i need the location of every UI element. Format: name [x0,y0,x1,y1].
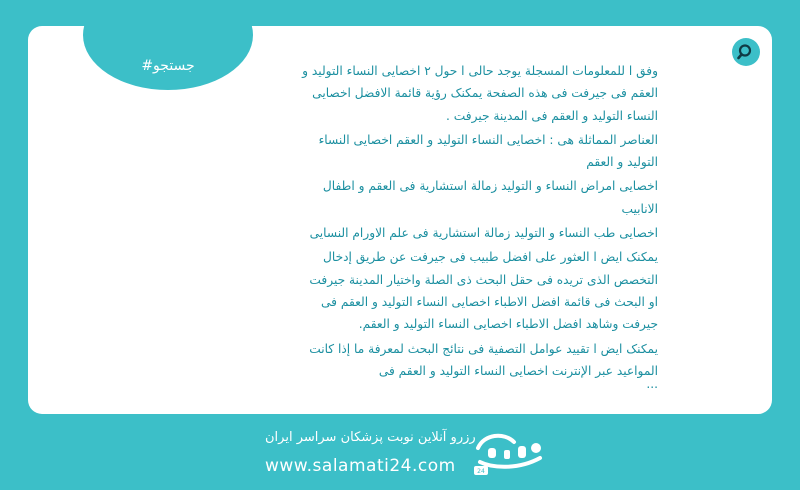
paragraph-find: یمکنک ایض ا العثور علی افضل طبیب فی جیرفت عن طریق إدخال التخصص الذی تریده فی حقل البحث ذی الصلة واختیار المدینة جیرفت او البحث فی قائمة افضل الاطباء اخصایی النساء التولید و العقم فی جیرفت وشاهد افضل الاطباء اخصایی النساء التولید و العقم. [309,250,658,332]
content-card [28,26,772,414]
paragraph-similar: العناصر المماثلة هی : اخصایی النساء التولید و العقم اخصایی النساء التولید و العقم [318,132,658,170]
footer-url[interactable]: www.salamati24.com [265,456,456,476]
paragraph-intro: وفق ا للمعلومات المسجلة يوجد حالی ا حول ۲ اخصایی النساء التولید و العقم فی جیرفت فی هذه الصفحة یمکنک رؤیة قائمة الافضل اخصایی النساء التولید و العقم فی المدینة جیرفت . [302,64,658,123]
search-tab-label: #جستجو [141,58,195,74]
ellipsis: ... [646,377,658,392]
footer-tagline: رزرو آنلاین نوبت پزشکان سراسر ایران [265,430,476,445]
salamati-logo [470,428,560,478]
svg-text:24: 24 [477,468,485,475]
paragraph-item-2: اخصایی طب النساء و التولید زمالة استشاریة فی علم الاورام النسایی [309,226,658,241]
paragraph-item-1: اخصایی امراض النساء و التولید زمالة استشاریة فی العقم و اطفال الانابیب [322,179,658,216]
search-tab[interactable] [83,26,253,90]
search-icon [737,43,755,61]
paragraph-filter: یمکنک ایض ا تقیید عوامل التصفیة فی نتائج البحث لمعرفة ما إذا کانت المواعید عبر الإنترنت اخصایی النساء التولید و العقم فی [309,341,658,378]
search-button[interactable] [732,38,760,66]
content-text [298,60,658,390]
